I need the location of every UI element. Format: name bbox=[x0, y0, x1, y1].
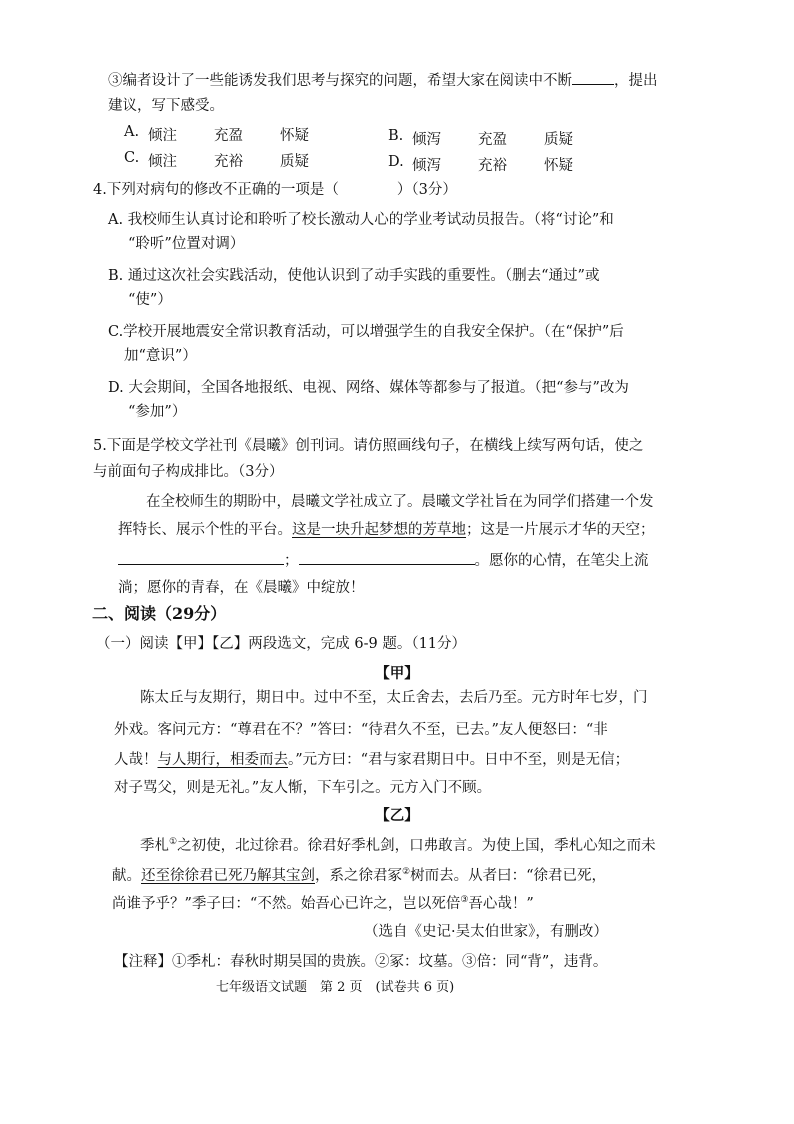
jia-line2: 外戏。客问元方：“尊君在不？”答曰：“待君久不至，已去。”友人便怒曰：“非 bbox=[114, 722, 608, 738]
yi-line3 bbox=[112, 890, 534, 914]
option-letter: C. bbox=[124, 150, 140, 166]
q3-option-c bbox=[124, 150, 309, 170]
q5-stem-line2: 与前面句子构成排比。（3分） bbox=[93, 464, 284, 480]
option-word: 倾泻 bbox=[412, 158, 441, 174]
option-word: 充盈 bbox=[214, 128, 243, 144]
q4-option-a-line2: “聆听”位置对调） bbox=[128, 236, 245, 252]
option-word: 质疑 bbox=[544, 132, 573, 148]
q5-passage-line4: 淌；愿你的青春，在《晨曦》中绽放！ bbox=[118, 580, 365, 596]
q3-item3-line2: 建议，写下感受。 bbox=[108, 98, 224, 114]
page-footer: 七年级语文试题 第 2 页 (试卷共 6 页) bbox=[216, 980, 455, 995]
jia-text: 。”元方曰：“君与家君期日中。日中不至，则是无信； bbox=[288, 752, 630, 768]
q4-option-b-line1: B. 通过这次社会实践活动，使他认识到了动手实践的重要性。（删去“通过”或 bbox=[108, 268, 600, 284]
yi-text: ，系之徐君冢 bbox=[315, 867, 402, 884]
jia-line4: 对子骂父，则是无礼。”友人惭，下车引之。元方入门不顾。 bbox=[114, 780, 492, 796]
q4-option-d-line2: “参加”） bbox=[128, 404, 187, 420]
q3-item3-line1 bbox=[108, 70, 658, 91]
yi-text: 吾心哉！” bbox=[468, 895, 534, 912]
option-word: 充裕 bbox=[478, 158, 507, 174]
option-word: 倾注 bbox=[148, 154, 177, 170]
option-word: 充盈 bbox=[478, 132, 507, 148]
q3-option-d bbox=[388, 154, 573, 174]
option-word: 质疑 bbox=[280, 154, 309, 170]
q5-passage-line2 bbox=[118, 520, 655, 540]
option-word: 倾注 bbox=[148, 128, 177, 144]
yi-text: 树而去。从者曰：“徐君已死， bbox=[410, 867, 606, 884]
option-letter: B. bbox=[388, 128, 404, 144]
section-title-reading: 二、阅读（29分） bbox=[92, 604, 227, 623]
answer-blank bbox=[572, 70, 614, 85]
q4-option-b-line2: “使”） bbox=[128, 292, 172, 308]
q4-option-c-line2: 加“意识”） bbox=[124, 348, 197, 364]
yi-source: （选自《史记·吴太伯世家》，有删改） bbox=[364, 924, 608, 940]
q4-option-a-line1: A. 我校师生认真讨论和聆听了校长激动人心的学业考试动员报告。（将“讨论”和 bbox=[108, 212, 614, 228]
option-word: 倾泻 bbox=[412, 132, 441, 148]
note-marker: ① bbox=[169, 837, 178, 847]
passage-yi-title: 【乙】 bbox=[375, 807, 419, 824]
q3-option-a bbox=[124, 124, 309, 144]
q3-item3-text-end: ，提出 bbox=[614, 73, 658, 89]
yi-text: 献。 bbox=[112, 867, 141, 884]
q3-option-b bbox=[388, 128, 573, 148]
option-letter: A. bbox=[124, 124, 140, 140]
q4-option-d-line1: D. 大会期间，全国各地报纸、电视、网络、媒体等都参与了报道。（把“参与”改为 bbox=[108, 380, 629, 396]
q5-stem-line1: 5.下面是学校文学社刊《晨曦》创刊词。请仿照画线句子，在横线上续写两句话，使之 bbox=[93, 438, 644, 454]
yi-line1 bbox=[140, 832, 656, 856]
note-marker: ③ bbox=[460, 895, 469, 905]
answer-blank-1 bbox=[118, 550, 284, 565]
jia-line1: 陈太丘与友期行，期日中。过中不至，太丘舍去，去后乃至。元方时年七岁，门 bbox=[140, 690, 648, 706]
yi-text: 之初使，北过徐君。徐君好季札剑，口弗敢言。为使上国，季札心知之而未 bbox=[177, 837, 656, 854]
yi-line2 bbox=[112, 862, 606, 886]
answer-blank-2 bbox=[299, 550, 475, 565]
yi-underlined-sentence: 还至徐徐君已死乃解其宝剑 bbox=[141, 867, 315, 884]
q4-stem-score: ）（3分） bbox=[396, 182, 457, 198]
passage-jia-title: 【甲】 bbox=[375, 665, 419, 682]
q5-passage-line3 bbox=[118, 550, 649, 571]
q3-item3-text: ③编者设计了一些能诱发我们思考与探究的问题，希望大家在阅读中不断 bbox=[108, 73, 572, 89]
jia-text: 人哉！ bbox=[114, 752, 158, 768]
q5-passage-line1: 在全校师生的期盼中，晨曦文学社成立了。晨曦文学社旨在为同学们搭建一个发 bbox=[146, 494, 654, 510]
option-word: 充裕 bbox=[214, 154, 243, 170]
yi-text: 尚谁予乎？”季子曰：“不然。始吾心已许之，岂以死倍 bbox=[112, 895, 461, 912]
q5-passage-text: 。愿你的心情，在笔尖上流 bbox=[474, 553, 649, 569]
yi-text: 季札 bbox=[140, 837, 169, 854]
q5-passage-text: 挥特长、展示个性的平台。 bbox=[118, 522, 292, 538]
option-word: 怀疑 bbox=[280, 128, 309, 144]
q4-stem-text: 4.下列对病句的修改不正确的一项是（ bbox=[93, 182, 339, 198]
reading-part1-instruction: （一）阅读【甲】【乙】两段选文，完成 6-9 题。（11分） bbox=[96, 636, 467, 652]
note-marker: ② bbox=[402, 867, 411, 877]
annotations: 【注释】①季札：春秋时期吴国的贵族。②冢：坟墓。③倍：同“背”，违背。 bbox=[114, 954, 608, 970]
q5-passage-text: ；这是一片展示才华的天空； bbox=[466, 522, 655, 538]
q5-separator: ； bbox=[284, 553, 299, 569]
option-letter: D. bbox=[388, 154, 404, 170]
option-word: 怀疑 bbox=[544, 158, 573, 174]
jia-line3 bbox=[114, 750, 629, 770]
q5-underlined-sentence: 这是一块升起梦想的芳草地 bbox=[292, 522, 466, 538]
q4-option-c-line1: C.学校开展地震安全常识教育活动，可以增强学生的自我安全保护。（在“保护”后 bbox=[108, 324, 624, 340]
q4-stem bbox=[93, 180, 457, 200]
jia-underlined-sentence: 与人期行，相委而去 bbox=[157, 752, 288, 768]
